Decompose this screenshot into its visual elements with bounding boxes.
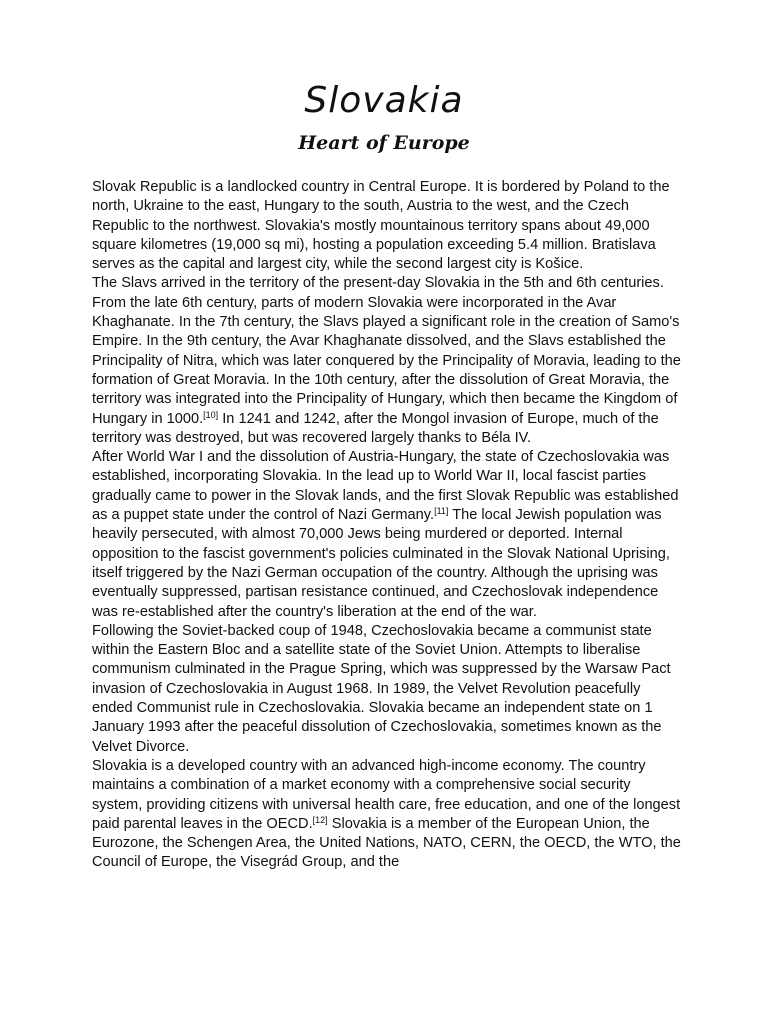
citation-reference[interactable]: [11]	[434, 506, 449, 517]
paragraph-economy	[92, 757, 682, 873]
paragraph-text: Following the Soviet-backed coup of 1948, Czechoslovakia became a communist state within the Eastern Bloc and a satellite state of the Soviet Union. Attempts to liberalise communism culminated in the Prague Spring, which was suppressed by the Warsaw Pact invasion of Czechoslovakia in August 1968. In 1989, the Velvet Revolution peacefully ended Communist rule in Czechoslovakia. Slovakia became an independent state on 1 January 1993 after the peaceful dissolution of Czechoslovakia, sometimes known as the Velvet Divorce.	[92, 622, 671, 755]
citation-reference[interactable]: [12]	[312, 814, 328, 825]
document-subtitle: Heart of Europe	[298, 132, 470, 154]
paragraph-text: Slovakia is a member of the European Union, the Eurozone, the Schengen Area, the United Nations, NATO, CERN, the OECD, the WTO, the Council of Europe, the Visegrád Group, and the	[92, 815, 681, 871]
document-title: Slovakia	[304, 80, 464, 121]
paragraph-text: Slovakia is a developed country with an advanced high-income economy. The country maintains a combination of a market economy with a comprehensive social security system, providing citizens with universal health care, free education, and one of the longest paid parental leaves in the OECD.	[92, 757, 681, 832]
paragraph-text: Slovak Republic is a landlocked country in Central Europe. It is bordered by Poland to the north, Ukraine to the east, Hungary to the south, Austria to the west, and the Czech Republic to the northwest. Slovakia's mostly mountainous territory spans about 49,000 square kilometres (19,000 sq mi), hosting a population exceeding 5.4 million. Bratislava serves as the capital and largest city, while the second largest city is Košice.	[92, 179, 670, 273]
paragraph-world-war	[92, 448, 682, 622]
citation-reference[interactable]: [10]	[203, 409, 219, 420]
paragraph-text: The local Jewish population was heavily persecuted, with almost 70,000 Jews being murdered or deported. Internal opposition to the fascist government's policies culminated in the Slovak National Uprising, itself triggered by the Nazi German occupation of the country. Although the uprising was eventually suppressed, partisan resistance continued, and Czechoslovak independence was re-established after the country's liberation at the end of the war.	[92, 507, 670, 620]
paragraph-text: After World War I and the dissolution of Austria-Hungary, the state of Czechoslovakia was established, incorporating Slovakia. In the lead up to World War II, local fascist parties gradually came to power in the Slovak lands, and the first Slovak Republic was established as a puppet state under the control of Nazi Germany.	[92, 449, 679, 524]
paragraph-text: In 1241 and 1242, after the Mongol invasion of Europe, much of the territory was destroyed, but was recovered largely thanks to Béla IV.	[92, 410, 659, 446]
paragraph-text: The Slavs arrived in the territory of the present-day Slovakia in the 5th and 6th centuries. From the late 6th century, parts of modern Slovakia were incorporated in the Avar Khaghanate. In the 7th century, the Slavs played a significant role in the creation of Samo's Empire. In the 9th century, the Avar Khaghanate dissolved, and the Slavs established the Principality of Nitra, which was later conquered by the Principality of Moravia, leading to the formation of Great Moravia. In the 10th century, after the dissolution of Great Moravia, the territory was integrated into the Principality of Hungary, which then became the Kingdom of Hungary in 1000.	[92, 275, 681, 427]
paragraph-intro	[92, 178, 682, 274]
document-body	[92, 178, 682, 873]
paragraph-history	[92, 274, 682, 448]
paragraph-communism	[92, 622, 682, 757]
